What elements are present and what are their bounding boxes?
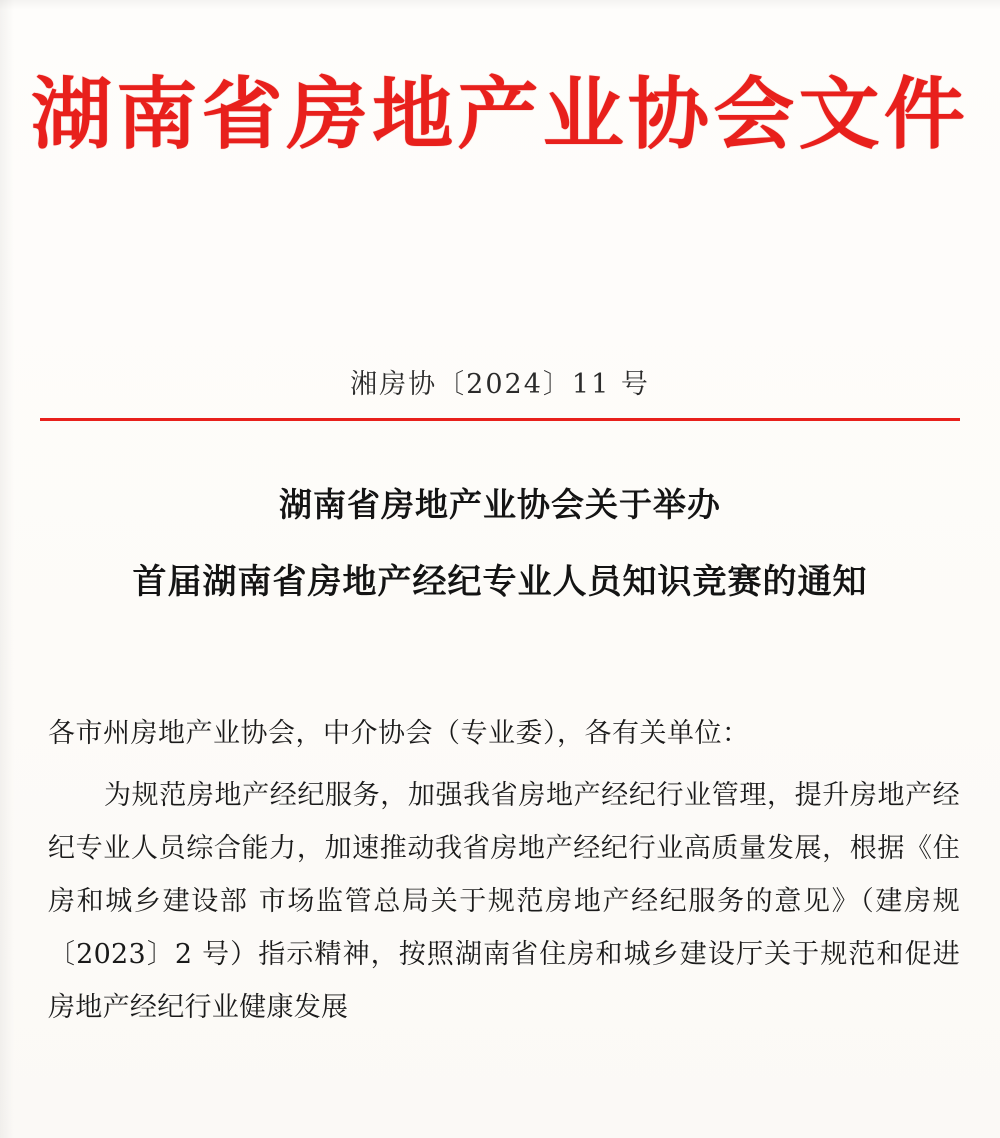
title-line-1: 湖南省房地产业协会关于举办 [279,485,721,524]
document-number: 湘房协〔2024〕11 号 [350,369,650,400]
document-body [48,720,960,1034]
masthead-title: 湖南省房地产业协会文件 [30,69,970,160]
document-title [0,485,1000,602]
body-paragraph-1: 为规范房地产经纪服务，加强我省房地产经纪行业管理，提升房地产经纪专业人员综合能力，加速推动我省房地产经纪行业高质量发展，根据《住房和城乡建设部 市场监管总局关于规范房地产经纪服务的意见》（建房规〔2023〕2 号）指示精神，按照湖南省住房和城乡建设厅关于规范和促进房地产经纪行业健康发展 [48,780,960,1023]
salutation: 各市州房地产业协会，中介协会（专业委），各有关单位： [48,718,750,749]
red-divider-rule [40,418,960,421]
masthead [0,70,1000,160]
scan-edge-top [0,0,1000,10]
title-line-2: 首届湖南省房地产经纪专业人员知识竞赛的通知 [132,562,868,602]
